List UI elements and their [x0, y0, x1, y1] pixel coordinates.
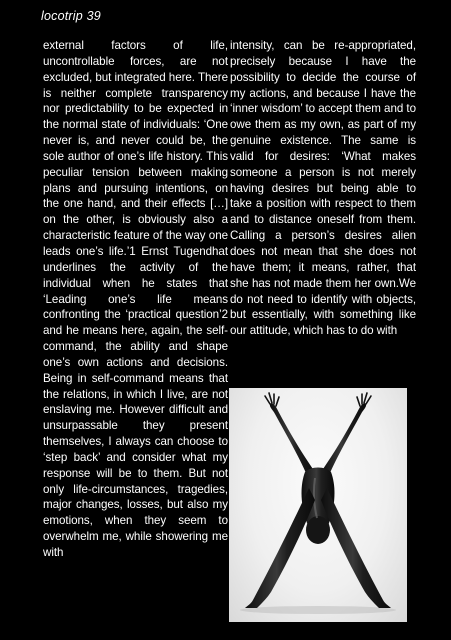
left-column-paragraph: external factors of life, uncontrollable forces, are not excluded, but integrated here. There is neither complete transparency nor predictability to be expected in the normal state of individuals: ‘One never is, and never could be, the sole author of one’s life history. This peculiar tension between making plans and pursuing intentions, on the one hand, and their effects […] on the other, is obviously also a characteristic feature of the way one leads one’s life.’1 Ernst Tugendhat underlines the activity of the individual when he states that ‘Leading one’s life means confronting the ‘practical question’2 and he means here, again, the self-command, the ability and shape one’s own actions and decisions. Being in self-command means that the relations, in which I live, are not enslaving me. However difficult and unsurpassable they present themselves, I always can choose to ‘step back’ and consider what my response will be to them. But not only life-circumstances, tragedies, major changes, losses, but also my emotions, when they seem to overwhelm me, while showering me with — [43, 39, 228, 559]
right-column-paragraph: intensity, can be re-appropriated, precisely because I have the possibility to decide the course of my actions, and because I have the ‘inner wisdom’ to accept them and to owe them as my own, as part of my genuine existence. The same is valid for desires: ‘What makes someone a person is not merely having desires but being able to take a position with respect to them and to distance oneself from them. Calling a person’s desires alien does not mean that she does not have them; it means, rather, that she has not made them her own.We do not need to identify with objects, but essentially, with something like our attitude, which has to do with — [230, 39, 416, 338]
running-head: locotrip 39 — [41, 9, 101, 23]
text-column-left — [43, 38, 228, 561]
figure-photo — [229, 388, 407, 622]
human-figure-icon — [229, 388, 407, 622]
text-column-right — [230, 38, 416, 339]
